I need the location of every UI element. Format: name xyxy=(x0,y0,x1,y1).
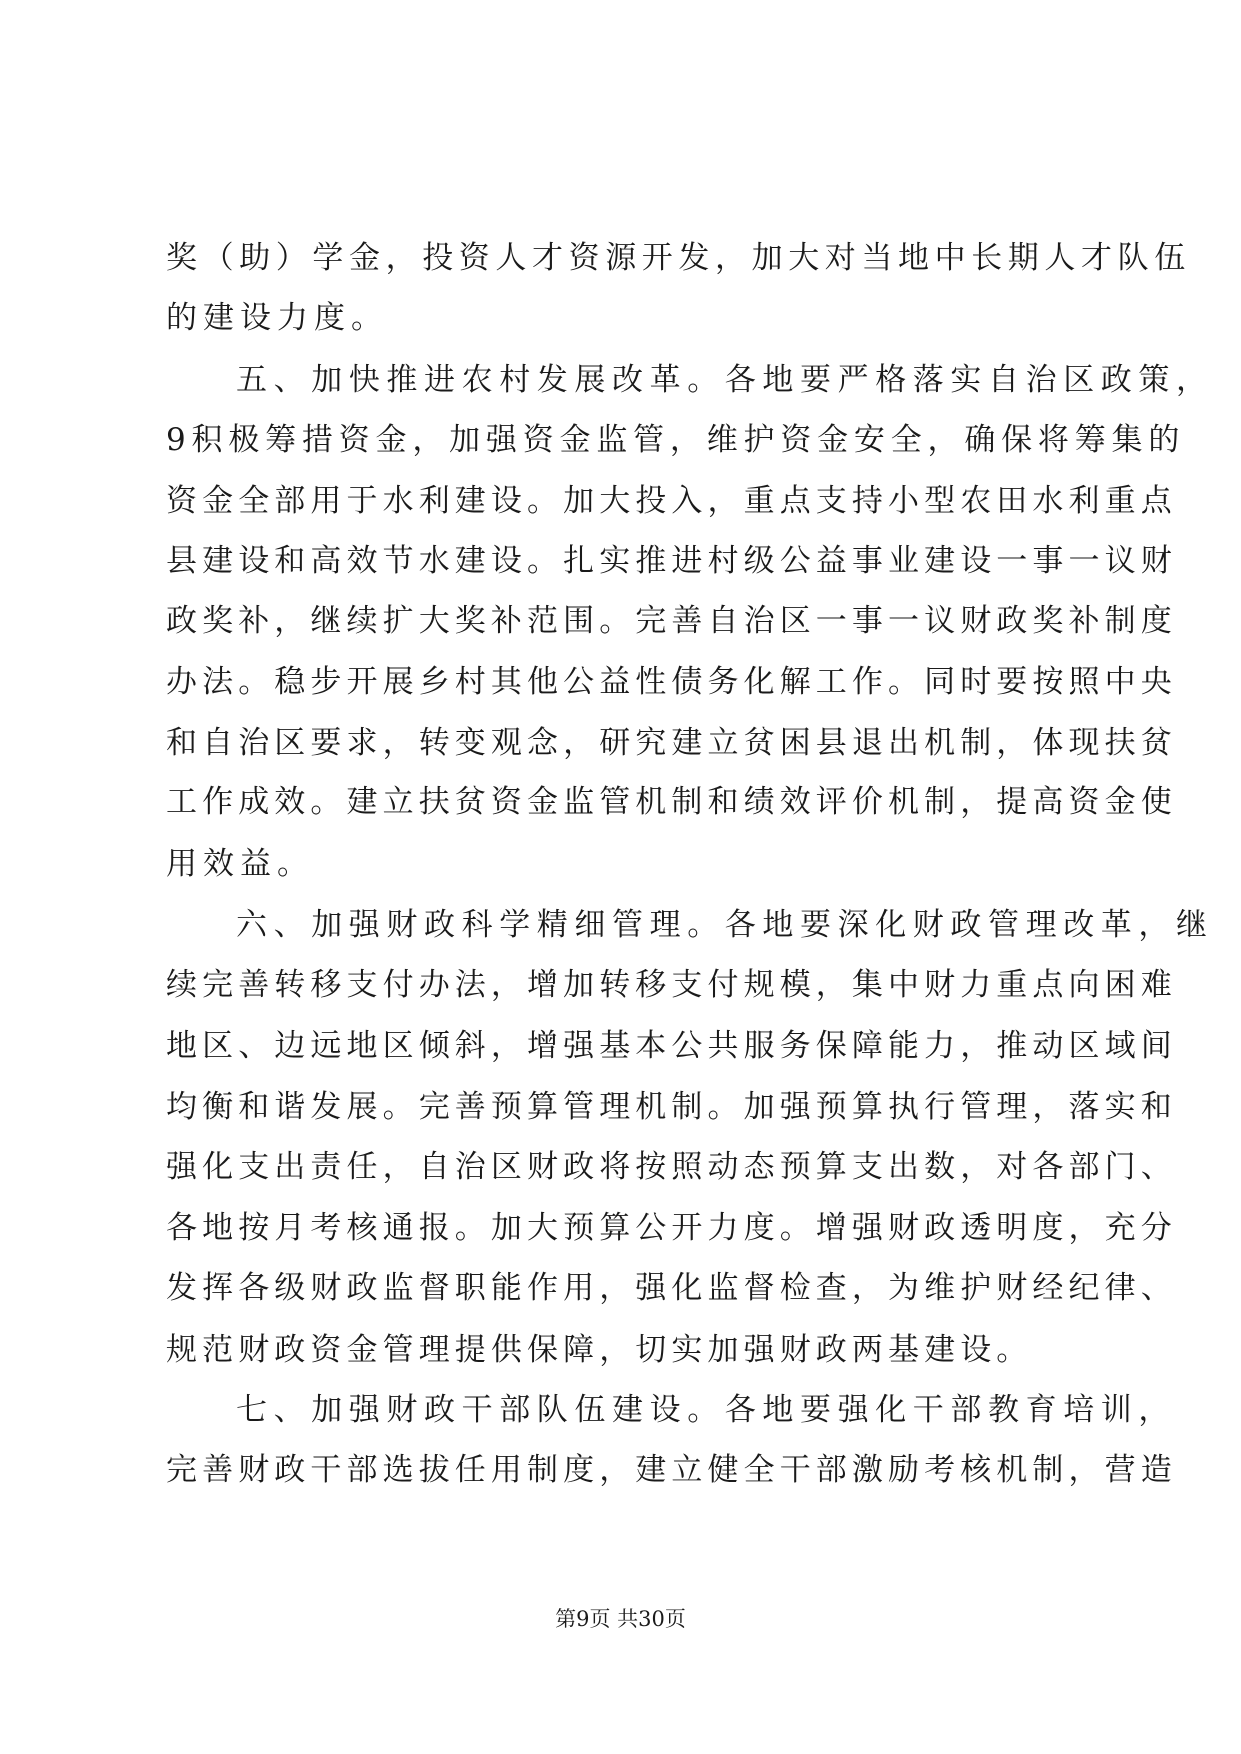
page-footer-label: 第9页 共30页 xyxy=(555,1607,686,1631)
body-text-line: 均衡和谐发展。完善预算管理机制。加强预算执行管理，落实和 xyxy=(166,1089,1177,1125)
body-text-line: 发挥各级财政监督职能作用，强化监督检查，为维护财经纪律、 xyxy=(166,1270,1177,1306)
body-text-line: 规范财政资金管理提供保障，切实加强财政两基建设。 xyxy=(166,1332,1033,1368)
body-text-line: 和自治区要求，转变观念，研究建立贫困县退出机制，体现扶贫 xyxy=(166,725,1177,761)
section-heading-line: 七、加强财政干部队伍建设。各地要强化干部教育培训， xyxy=(236,1392,1176,1428)
body-text-line: 完善财政干部选拔任用制度，建立健全干部激励考核机制，营造 xyxy=(166,1452,1177,1488)
body-text-line: 用效益。 xyxy=(166,846,314,882)
body-text-line: 各地按月考核通报。加大预算公开力度。增强财政透明度，充分 xyxy=(166,1210,1177,1246)
body-text-line: 奖（助）学金，投资人才资源开发，加大对当地中长期人才队伍 xyxy=(166,240,1191,276)
body-text-line: 办法。稳步开展乡村其他公益性债务化解工作。同时要按照中央 xyxy=(166,664,1177,700)
body-text-line: 县建设和高效节水建设。扎实推进村级公益事业建设一事一议财 xyxy=(166,543,1177,579)
section-heading-line: 六、加强财政科学精细管理。各地要深化财政管理改革，继 xyxy=(236,907,1214,943)
body-text-line: 资金全部用于水利建设。加大投入，重点支持小型农田水利重点 xyxy=(166,483,1177,519)
section-heading-line: 五、加快推进农村发展改革。各地要严格落实自治区政策， xyxy=(236,362,1214,398)
body-text-line: 9积极筹措资金，加强资金监管，维护资金安全，确保将筹集的 xyxy=(166,422,1186,458)
body-text-line: 续完善转移支付办法，增加转移支付规模，集中财力重点向困难 xyxy=(166,967,1177,1003)
body-text-line: 政奖补，继续扩大奖补范围。完善自治区一事一议财政奖补制度 xyxy=(166,603,1177,639)
body-text-line: 工作成效。建立扶贫资金监管机制和绩效评价机制，提高资金使 xyxy=(166,784,1177,820)
body-text-line: 地区、边远地区倾斜，增强基本公共服务保障能力，推动区域间 xyxy=(166,1028,1177,1064)
body-text-line: 的建设力度。 xyxy=(166,300,388,336)
body-text-line: 强化支出责任，自治区财政将按照动态预算支出数，对各部门、 xyxy=(166,1149,1177,1185)
